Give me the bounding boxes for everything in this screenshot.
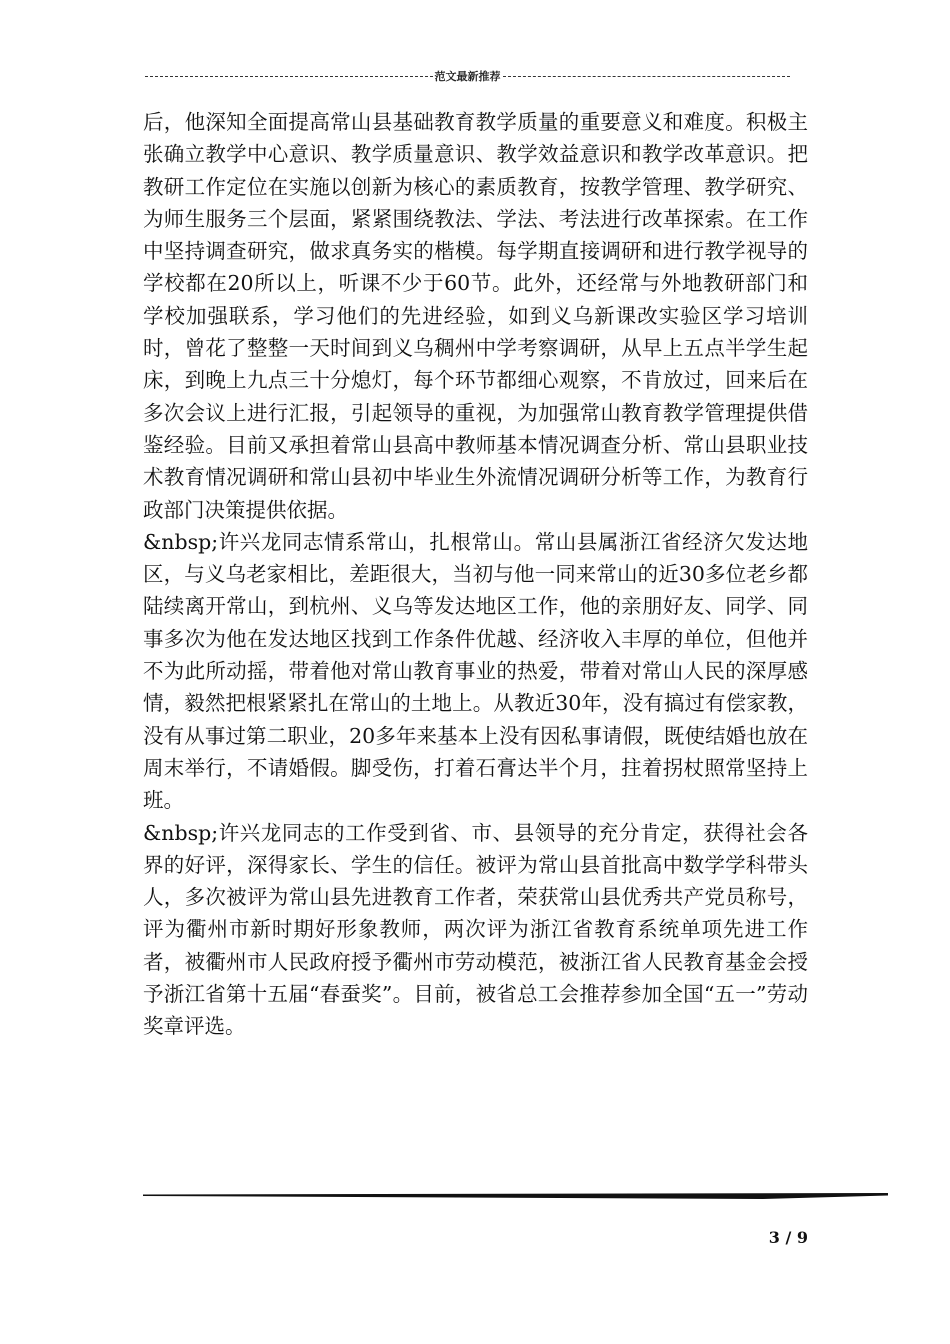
header-title: 范文最新推荐 [434,70,501,83]
body-paragraph-3: &nbsp;许兴龙同志的工作受到省、市、县领导的充分肯定，获得社会各界的好评，深得家长、学生的信任。被评为常山县首批高中数学学科带头人，多次被评为常山县先进教育工作者，荣获常山县优秀共产党员称号，评为衢州市新时期好形象教师，两次评为浙江省教育系统单项先进工作者，被衢州市人民政府授予衢州市劳动模范，被浙江省人民教育基金会授予浙江省第十五届“春蚕奖”。目前，被省总工会推荐参加全国“五一”劳动奖章评选。 [143,820,808,1039]
page-header [145,66,790,86]
footer-divider [143,1193,888,1199]
page-number: 3 / 9 [768,1228,808,1247]
document-body [143,106,808,1043]
body-paragraph-1: 后，他深知全面提高常山县基础教育教学质量的重要意义和难度。积极主张确立教学中心意识、教学质量意识、教学效益意识和教学改革意识。把教研工作定位在实施以创新为核心的素质教育，按教学管理、教学研究、为师生服务三个层面，紧紧围绕教法、学法、考法进行改革探索。在工作中坚持调查研究，做求真务实的楷模。每学期直接调研和进行教学视导的学校都在20所以上，听课不少于60节。此外，还经常与外地教研部门和学校加强联系，学习他们的先进经验，如到义乌新课改实验区学习培训时，曾花了整整一天时间到义乌稠州中学考察调研，从早上五点半学生起床，到晚上九点三十分熄灯，每个环节都细心观察，不肯放过，回来后在多次会议上进行汇报，引起领导的重视，为加强常山教育教学管理提供借鉴经验。目前又承担着常山县高中教师基本情况调查分析、常山县职业技术教育情况调研和常山县初中毕业生外流情况调研分析等工作，为教育行政部门决策提供依据。 [143,110,808,522]
body-paragraph-2: &nbsp;许兴龙同志情系常山，扎根常山。常山县属浙江省经济欠发达地区，与义乌老家相比，差距很大，当初与他一同来常山的近30多位老乡都陆续离开常山，到杭州、义乌等发达地区工作，他的亲朋好友、同学、同事多次为他在发达地区找到工作条件优越、经济收入丰厚的单位，但他并不为此所动摇，带着他对常山教育事业的热爱，带着对常山人民的深厚感情，毅然把根紧紧扎在常山的土地上。从教近30年，没有搞过有偿家教，没有从事过第二职业，20多年来基本上没有因私事请假，既使结婚也放在周末举行，不请婚假。脚受伤，打着石膏达半个月，拄着拐杖照常坚持上班。 [143,529,808,813]
header-dashed-line-left [145,76,433,77]
header-dashed-line-right [503,76,791,77]
